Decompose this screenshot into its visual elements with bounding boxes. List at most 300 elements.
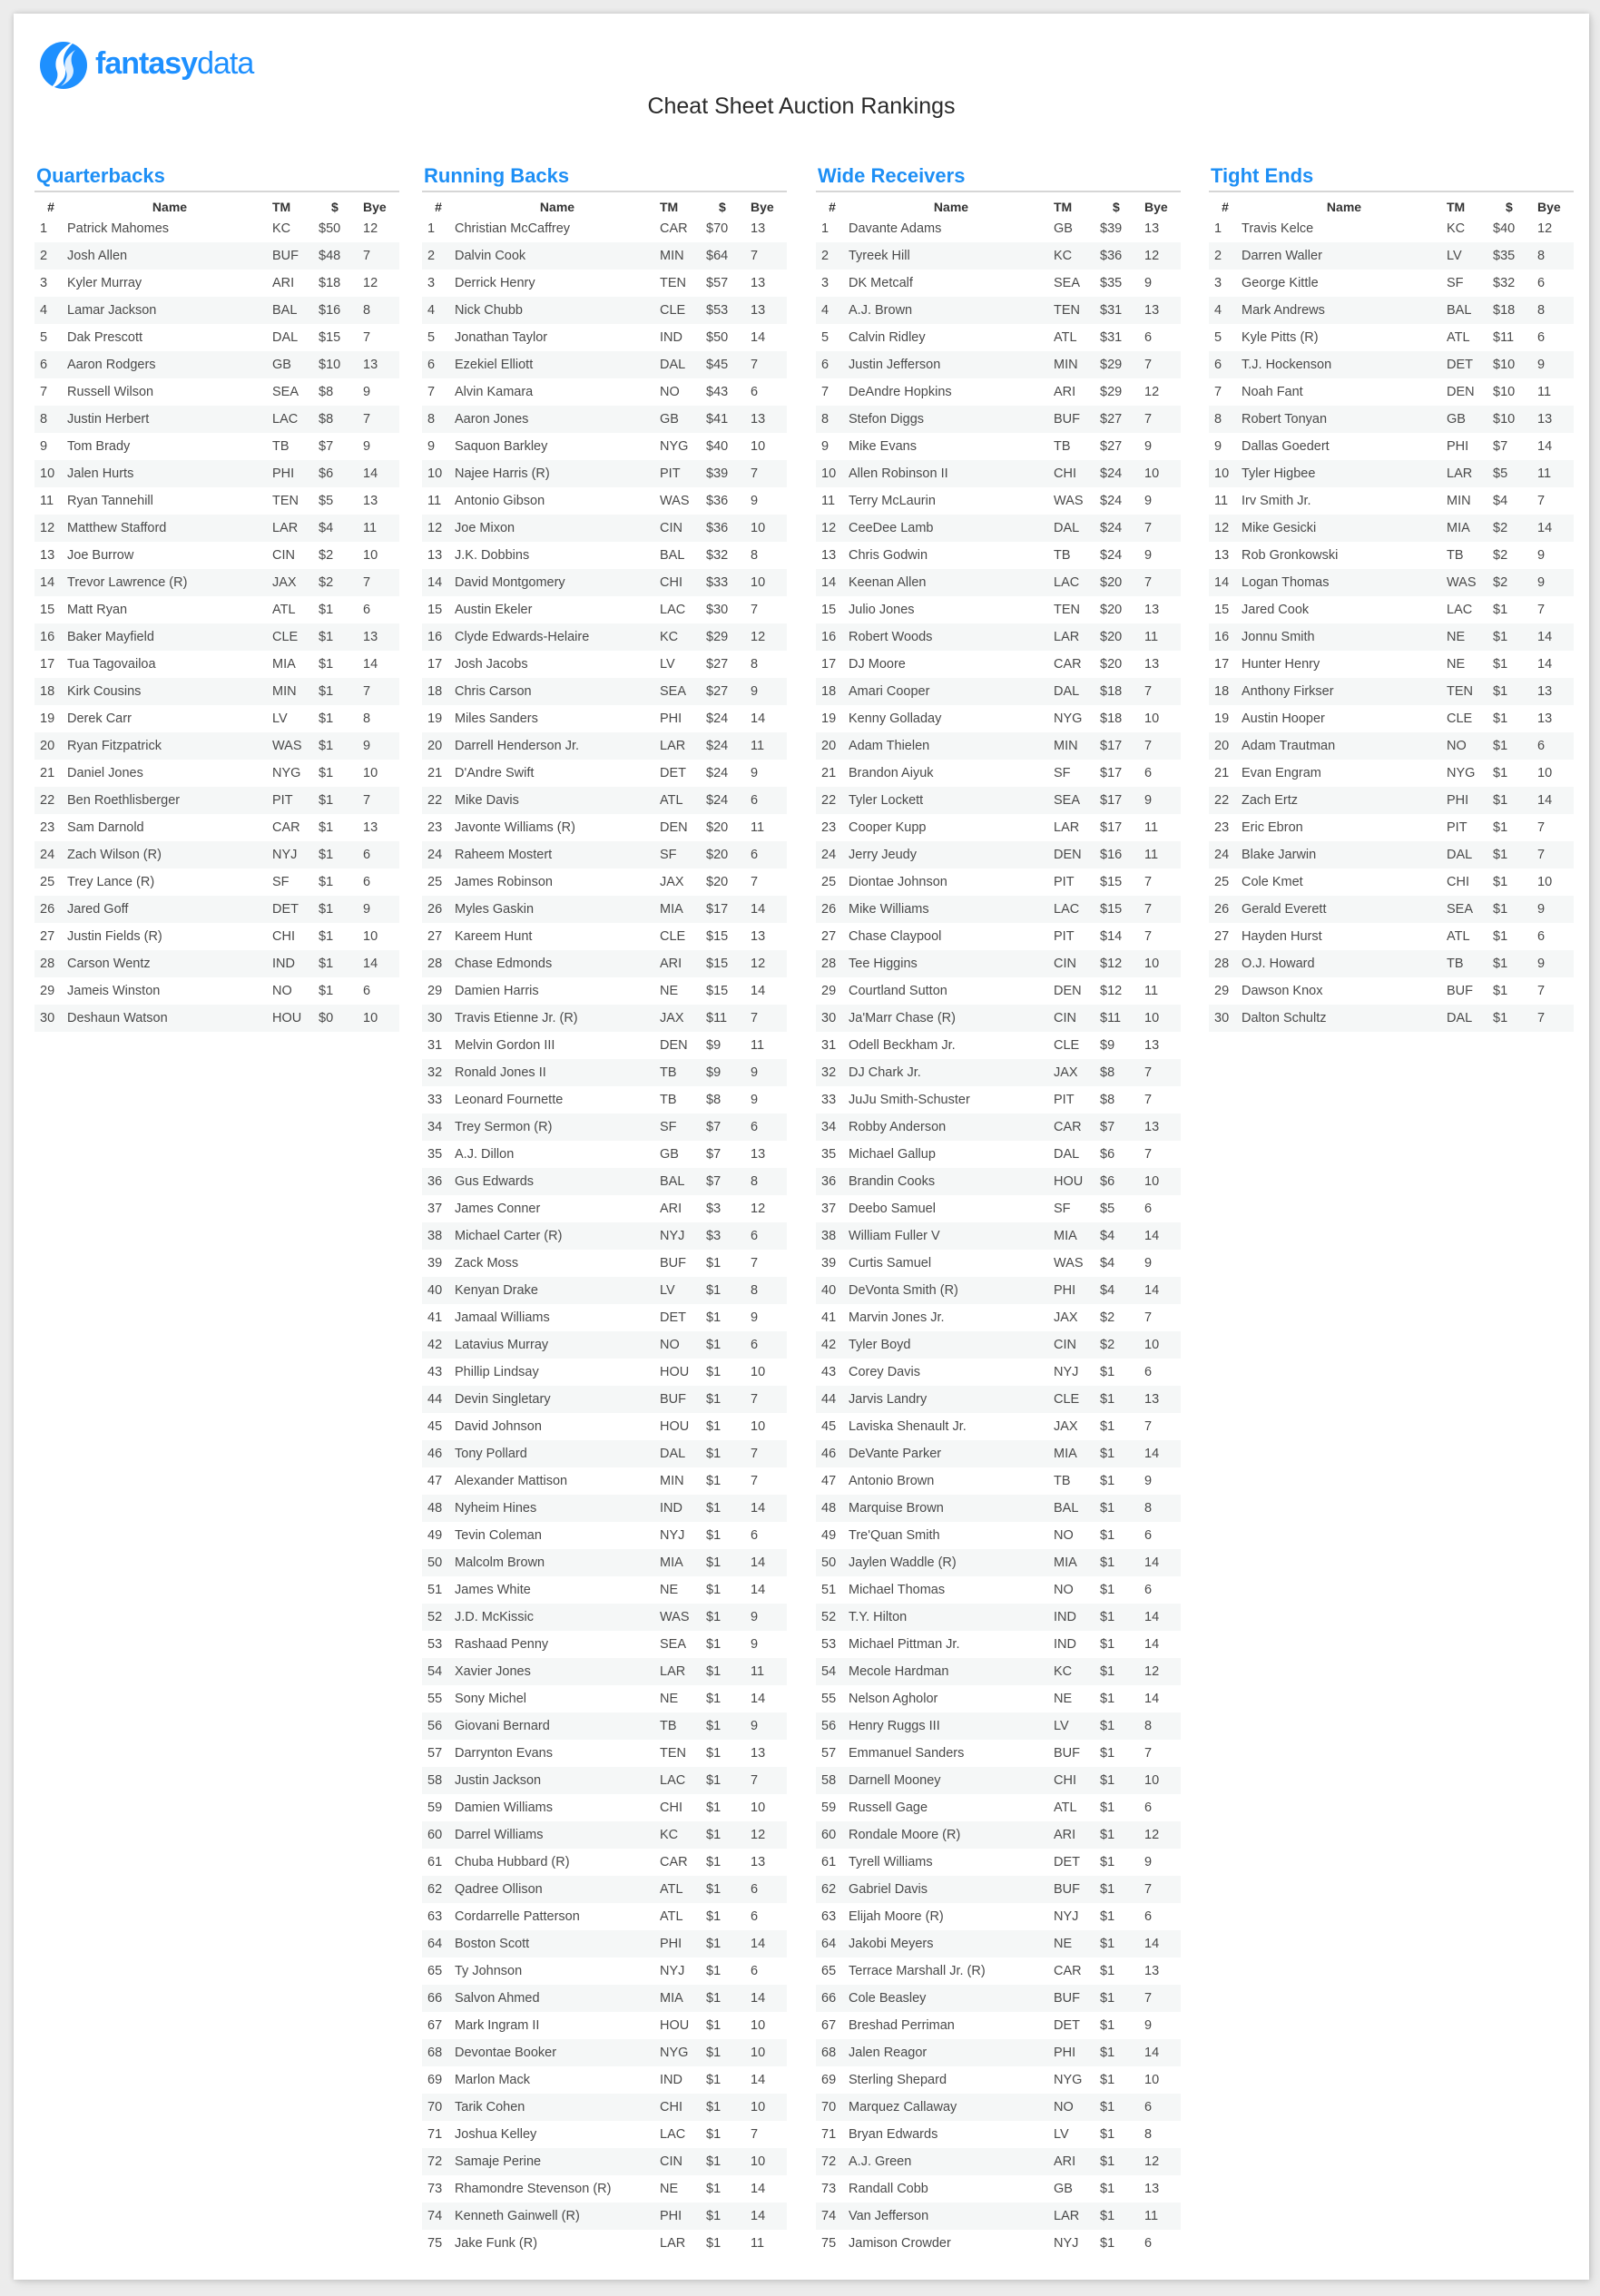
player-rank: 70 xyxy=(816,2094,849,2121)
player-name: David Montgomery xyxy=(455,569,660,596)
player-row xyxy=(1209,923,1574,950)
player-bye: 9 xyxy=(747,1059,787,1086)
player-team: SEA xyxy=(1447,896,1493,923)
player-name: Laviska Shenault Jr. xyxy=(849,1419,967,1434)
player-rank: 72 xyxy=(816,2148,849,2175)
player-row xyxy=(422,1195,787,1222)
player-bye: 7 xyxy=(1141,1876,1181,1903)
player-name: Russell Gage xyxy=(849,1800,928,1815)
player-team: PHI xyxy=(660,2203,706,2230)
player-price: $36 xyxy=(706,515,747,542)
player-price: $17 xyxy=(1100,787,1141,814)
player-name: Rhamondre Stevenson (R) xyxy=(455,2182,612,2196)
player-team: NYG xyxy=(660,439,689,454)
player-bye: 7 xyxy=(1141,896,1181,923)
player-name: Josh Jacobs xyxy=(455,657,528,672)
player-rank: 14 xyxy=(816,569,849,596)
player-row xyxy=(1209,896,1574,923)
player-name: Tyreek Hill xyxy=(849,242,1054,270)
player-name: Mike Evans xyxy=(849,439,917,454)
player-price: $1 xyxy=(1100,1712,1141,1740)
player-rank: 21 xyxy=(40,766,55,780)
player-price: $1 xyxy=(1100,1419,1115,1434)
player-bye: 7 xyxy=(747,1440,787,1467)
player-bye: 13 xyxy=(1144,1964,1160,1978)
player-name: Saquon Barkley xyxy=(455,439,548,454)
player-team: PIT xyxy=(1054,1093,1075,1107)
player-team: KC xyxy=(1054,242,1100,270)
player-bye: 7 xyxy=(747,1005,787,1032)
player-name: Eric Ebron xyxy=(1242,820,1303,835)
player-name: Trevor Lawrence (R) xyxy=(67,569,272,596)
player-price: $27 xyxy=(706,657,729,672)
player-rank: 9 xyxy=(427,439,436,454)
player-bye: 8 xyxy=(1141,1495,1181,1522)
player-price: $1 xyxy=(319,732,359,760)
player-rank: 15 xyxy=(1214,603,1230,617)
player-name: Tarik Cohen xyxy=(455,2094,660,2121)
player-rank: 26 xyxy=(34,896,67,923)
player-team: DET xyxy=(1054,2018,1080,2033)
player-row xyxy=(422,923,787,950)
player-name: Tre'Quan Smith xyxy=(849,1528,940,1543)
player-name: Matt Ryan xyxy=(67,603,128,617)
player-row xyxy=(422,787,787,814)
player-rank: 18 xyxy=(34,678,67,705)
player-bye: 10 xyxy=(359,1005,399,1032)
player-price: $7 xyxy=(1100,1114,1141,1141)
player-rank: 57 xyxy=(821,1746,837,1761)
player-bye: 13 xyxy=(1144,1038,1160,1053)
player-rank: 6 xyxy=(1209,351,1242,378)
player-row xyxy=(34,651,399,678)
player-price: $41 xyxy=(706,406,747,433)
player-bye: 10 xyxy=(751,1419,766,1434)
player-row xyxy=(422,1794,787,1821)
player-price: $1 xyxy=(1100,1549,1141,1576)
player-bye: 14 xyxy=(1534,623,1574,651)
player-rank: 38 xyxy=(816,1222,849,1250)
player-price: $1 xyxy=(1100,1658,1141,1685)
player-row xyxy=(1209,297,1574,324)
player-name: Robert Woods xyxy=(849,623,1054,651)
player-price: $1 xyxy=(706,1637,721,1652)
player-price: $1 xyxy=(706,2203,747,2230)
player-price: $1 xyxy=(1100,1876,1141,1903)
player-name: Terrace Marshall Jr. (R) xyxy=(849,1964,986,1978)
player-name: Marvin Jones Jr. xyxy=(849,1310,945,1325)
player-rank: 12 xyxy=(34,515,67,542)
player-rank: 10 xyxy=(816,460,849,487)
player-bye: 7 xyxy=(1144,1093,1153,1107)
player-team: TB xyxy=(1447,548,1464,563)
player-team: SEA xyxy=(660,1637,687,1652)
player-rank: 45 xyxy=(821,1419,837,1434)
player-row xyxy=(422,1005,787,1032)
player-team: PIT xyxy=(272,787,319,814)
player-team: DAL xyxy=(1054,515,1100,542)
player-rank: 59 xyxy=(821,1800,837,1815)
player-row xyxy=(422,1604,787,1631)
player-rank: 74 xyxy=(816,2203,849,2230)
player-row xyxy=(422,1903,787,1930)
player-price: $35 xyxy=(1493,242,1534,270)
player-name: Jake Funk (R) xyxy=(455,2236,538,2251)
player-row xyxy=(34,324,399,351)
player-bye: 13 xyxy=(1144,2182,1160,2196)
player-row xyxy=(1209,841,1574,868)
player-bye: 6 xyxy=(1144,1365,1153,1379)
player-bye: 12 xyxy=(747,950,787,977)
player-row xyxy=(422,2148,787,2175)
player-team: NYJ xyxy=(1054,1365,1079,1379)
player-row xyxy=(422,1740,787,1767)
player-price: $31 xyxy=(1100,297,1141,324)
player-name: DK Metcalf xyxy=(849,276,913,290)
player-team: HOU xyxy=(660,2018,690,2033)
player-bye: 14 xyxy=(1141,1440,1181,1467)
player-name: Jarvis Landry xyxy=(849,1386,1054,1413)
player-bye: 7 xyxy=(1144,1746,1153,1761)
player-team: DET xyxy=(1447,351,1493,378)
player-team: JAX xyxy=(660,1005,706,1032)
player-row xyxy=(1209,487,1574,515)
player-team: PHI xyxy=(660,711,682,726)
player-team: BUF xyxy=(660,1256,686,1271)
player-bye: 6 xyxy=(1144,1909,1153,1924)
player-bye: 7 xyxy=(1537,494,1546,508)
player-rank: 38 xyxy=(422,1222,455,1250)
player-bye: 14 xyxy=(751,2182,766,2196)
player-row xyxy=(34,460,399,487)
player-rank: 17 xyxy=(40,657,55,672)
player-bye: 7 xyxy=(751,875,759,889)
player-name: Austin Hooper xyxy=(1242,711,1325,726)
player-bye: 7 xyxy=(751,1256,759,1271)
player-bye: 10 xyxy=(747,2148,787,2175)
player-name: Robby Anderson xyxy=(849,1114,1054,1141)
player-bye: 13 xyxy=(1144,221,1160,236)
player-row xyxy=(816,569,1181,596)
player-team: BUF xyxy=(1054,1746,1080,1761)
player-bye: 13 xyxy=(1534,678,1574,705)
player-team: SEA xyxy=(272,385,299,399)
player-rank: 66 xyxy=(422,1985,455,2012)
player-name: Christian McCaffrey xyxy=(455,221,571,236)
player-row xyxy=(422,1712,787,1740)
player-price: $18 xyxy=(1100,678,1141,705)
player-name: Kareem Hunt xyxy=(455,929,533,944)
player-rank: 54 xyxy=(422,1658,455,1685)
player-price: $1 xyxy=(706,2127,721,2142)
player-rank: 2 xyxy=(1209,242,1242,270)
player-price: $29 xyxy=(1100,351,1141,378)
player-row xyxy=(422,1331,787,1359)
player-price: $1 xyxy=(1100,1767,1141,1794)
player-rank: 30 xyxy=(422,1005,455,1032)
player-row xyxy=(422,297,787,324)
player-name: Baker Mayfield xyxy=(67,623,272,651)
player-team: MIN xyxy=(1054,732,1100,760)
player-bye: 14 xyxy=(1534,787,1574,814)
player-row xyxy=(422,1059,787,1086)
player-row xyxy=(816,1168,1181,1195)
player-price: $15 xyxy=(1100,875,1123,889)
player-row xyxy=(422,1658,787,1685)
header-team: TM xyxy=(272,200,291,214)
player-price: $7 xyxy=(319,439,334,454)
player-name: Darrynton Evans xyxy=(455,1746,553,1761)
player-rank: 22 xyxy=(422,787,455,814)
player-rank: 44 xyxy=(816,1386,849,1413)
player-rank: 53 xyxy=(821,1637,837,1652)
player-row xyxy=(422,1576,787,1604)
player-bye: 11 xyxy=(751,820,765,835)
player-price: $1 xyxy=(706,1528,721,1543)
player-name: Gabriel Davis xyxy=(849,1876,1054,1903)
player-name: Odell Beckham Jr. xyxy=(849,1038,956,1053)
player-rank: 52 xyxy=(422,1604,455,1631)
player-name: Terry McLaurin xyxy=(849,494,936,508)
player-bye: 8 xyxy=(751,548,759,563)
player-price: $11 xyxy=(1100,1005,1141,1032)
player-rank: 33 xyxy=(427,1093,443,1107)
player-price: $1 xyxy=(1100,2236,1115,2251)
player-price: $8 xyxy=(706,1093,721,1107)
player-bye: 10 xyxy=(747,569,787,596)
player-name: Corey Davis xyxy=(849,1365,920,1379)
player-rank: 34 xyxy=(816,1114,849,1141)
logo-wordmark xyxy=(95,48,253,79)
player-name: Sony Michel xyxy=(455,1692,526,1706)
player-row xyxy=(816,1930,1181,1957)
player-name: Qadree Ollison xyxy=(455,1876,660,1903)
player-price: $8 xyxy=(1100,1059,1141,1086)
player-rank: 75 xyxy=(427,2236,443,2251)
player-team: NE xyxy=(1054,1930,1100,1957)
player-bye: 6 xyxy=(751,385,759,399)
player-row xyxy=(816,1658,1181,1685)
player-bye: 13 xyxy=(751,276,766,290)
player-team: ATL xyxy=(1447,929,1470,944)
player-rank: 9 xyxy=(821,439,829,454)
player-price: $10 xyxy=(1493,406,1534,433)
player-bye: 13 xyxy=(751,1855,766,1869)
player-price: $20 xyxy=(1100,623,1141,651)
player-rank: 2 xyxy=(34,242,67,270)
player-price: $1 xyxy=(706,1930,747,1957)
player-row xyxy=(34,923,399,950)
player-name: Najee Harris (R) xyxy=(455,460,660,487)
player-rank: 28 xyxy=(34,950,67,977)
player-rank: 47 xyxy=(427,1474,443,1488)
player-row xyxy=(1209,868,1574,896)
player-team: HOU xyxy=(1054,1168,1100,1195)
player-row xyxy=(422,324,787,351)
player-bye: 8 xyxy=(747,1168,787,1195)
player-price: $12 xyxy=(1100,984,1123,998)
header-rank: # xyxy=(435,200,442,214)
player-rank: 43 xyxy=(821,1365,837,1379)
player-name: Antonio Gibson xyxy=(455,494,545,508)
player-rank: 39 xyxy=(427,1256,443,1271)
player-name: Phillip Lindsay xyxy=(455,1365,539,1379)
player-rank: 27 xyxy=(427,929,443,944)
player-price: $1 xyxy=(1100,1474,1115,1488)
player-name: Tua Tagovailoa xyxy=(67,657,156,672)
player-name: Clyde Edwards-Helaire xyxy=(455,623,660,651)
player-team: LV xyxy=(1447,242,1493,270)
table-header-row xyxy=(816,192,1181,215)
player-bye: 13 xyxy=(1141,1114,1181,1141)
player-row xyxy=(422,1957,787,1985)
player-team: CHI xyxy=(660,2094,706,2121)
player-row xyxy=(816,1304,1181,1331)
player-team: NYJ xyxy=(660,1528,685,1543)
header-name: Name xyxy=(539,200,575,214)
player-row xyxy=(34,569,399,596)
player-row xyxy=(816,1876,1181,1903)
player-rank: 43 xyxy=(427,1365,443,1379)
player-bye: 9 xyxy=(363,439,371,454)
player-price: $7 xyxy=(706,1168,747,1195)
player-team: LAR xyxy=(660,732,706,760)
player-price: $16 xyxy=(1100,841,1141,868)
player-name: Russell Wilson xyxy=(67,385,154,399)
player-bye: 12 xyxy=(363,221,378,236)
player-bye: 14 xyxy=(1537,657,1553,672)
player-rank: 28 xyxy=(1209,950,1242,977)
player-row xyxy=(422,378,787,406)
player-team: BAL xyxy=(660,1168,706,1195)
player-row xyxy=(422,2230,787,2257)
player-bye: 10 xyxy=(1141,1005,1181,1032)
player-row xyxy=(422,270,787,297)
player-price: $1 xyxy=(706,1712,747,1740)
player-team: IND xyxy=(660,1495,706,1522)
player-rank: 5 xyxy=(1214,330,1222,345)
player-bye: 9 xyxy=(1144,439,1153,454)
player-name: Malcolm Brown xyxy=(455,1549,660,1576)
player-price: $20 xyxy=(706,875,729,889)
player-price: $8 xyxy=(319,385,334,399)
player-price: $1 xyxy=(319,820,334,835)
player-bye: 10 xyxy=(751,1365,766,1379)
player-row xyxy=(1209,814,1574,841)
player-team: WAS xyxy=(1054,1256,1084,1271)
player-name: Sterling Shepard xyxy=(849,2073,947,2087)
player-name: DeVonta Smith (R) xyxy=(849,1277,1054,1304)
player-price: $1 xyxy=(1100,2148,1141,2175)
player-team: TEN xyxy=(1447,678,1493,705)
player-price: $6 xyxy=(1100,1147,1115,1162)
player-name: Trey Lance (R) xyxy=(67,875,155,889)
player-price: $1 xyxy=(1493,950,1534,977)
player-row xyxy=(422,1876,787,1903)
player-name: Tyler Higbee xyxy=(1242,460,1447,487)
player-rank: 1 xyxy=(821,221,829,236)
player-name: Nelson Agholor xyxy=(849,1692,938,1706)
player-team: LAR xyxy=(660,1658,706,1685)
player-row xyxy=(1209,732,1574,760)
player-rank: 37 xyxy=(427,1202,443,1216)
player-bye: 9 xyxy=(1534,896,1574,923)
player-team: HOU xyxy=(272,1005,319,1032)
player-bye: 14 xyxy=(359,950,399,977)
player-name: Stefon Diggs xyxy=(849,406,1054,433)
player-row xyxy=(34,1005,399,1032)
player-rank: 68 xyxy=(816,2039,849,2066)
player-name: Chuba Hubbard (R) xyxy=(455,1855,570,1869)
player-team: PIT xyxy=(1054,875,1075,889)
player-price: $1 xyxy=(706,1658,747,1685)
player-team: DET xyxy=(1054,1855,1080,1869)
player-team: TB xyxy=(272,439,290,454)
player-team: PHI xyxy=(1054,1277,1100,1304)
player-name: A.J. Dillon xyxy=(455,1147,515,1162)
player-team: CHI xyxy=(660,569,706,596)
player-price: $4 xyxy=(1100,1256,1115,1271)
player-team: NYJ xyxy=(272,841,319,868)
player-row xyxy=(422,651,787,678)
player-team: DEN xyxy=(1054,984,1082,998)
player-bye: 14 xyxy=(747,1495,787,1522)
player-row xyxy=(422,1277,787,1304)
player-price: $1 xyxy=(319,766,334,780)
player-rank: 13 xyxy=(427,548,443,563)
player-bye: 11 xyxy=(751,2236,765,2251)
player-rank: 35 xyxy=(427,1147,443,1162)
player-team: PHI xyxy=(1447,787,1493,814)
player-price: $1 xyxy=(706,2148,747,2175)
player-rank: 20 xyxy=(422,732,455,760)
player-bye: 14 xyxy=(1144,1692,1160,1706)
player-bye: 12 xyxy=(1141,1821,1181,1849)
player-name: Justin Jefferson xyxy=(849,351,1054,378)
player-row xyxy=(34,705,399,732)
player-team: ARI xyxy=(1054,385,1076,399)
player-team: NYG xyxy=(1447,766,1476,780)
player-rank: 33 xyxy=(821,1093,837,1107)
player-price: $14 xyxy=(1100,929,1123,944)
player-team: TEN xyxy=(1054,603,1080,617)
player-name: Robert Tonyan xyxy=(1242,406,1447,433)
fantasydata-logo[interactable] xyxy=(35,35,253,92)
player-price: $1 xyxy=(706,1365,721,1379)
player-bye: 9 xyxy=(359,896,399,923)
player-name: DJ Moore xyxy=(849,657,906,672)
player-team: IND xyxy=(1054,1604,1100,1631)
player-rank: 7 xyxy=(1214,385,1222,399)
player-row xyxy=(422,2066,787,2094)
player-rank: 65 xyxy=(427,1964,443,1978)
player-rank: 21 xyxy=(427,766,443,780)
player-rank: 44 xyxy=(422,1386,455,1413)
player-bye: 6 xyxy=(747,1331,787,1359)
player-rank: 67 xyxy=(821,2018,837,2033)
player-team: KC xyxy=(272,221,291,236)
player-bye: 8 xyxy=(1141,1712,1181,1740)
player-name: Travis Kelce xyxy=(1242,221,1314,236)
player-name: Ty Johnson xyxy=(455,1964,523,1978)
rankings-table xyxy=(34,192,399,1032)
player-team: IND xyxy=(660,330,682,345)
player-bye: 14 xyxy=(359,460,399,487)
player-rank: 24 xyxy=(34,841,67,868)
player-rank: 3 xyxy=(427,276,436,290)
player-team: KC xyxy=(1054,1658,1100,1685)
player-price: $10 xyxy=(1493,351,1534,378)
